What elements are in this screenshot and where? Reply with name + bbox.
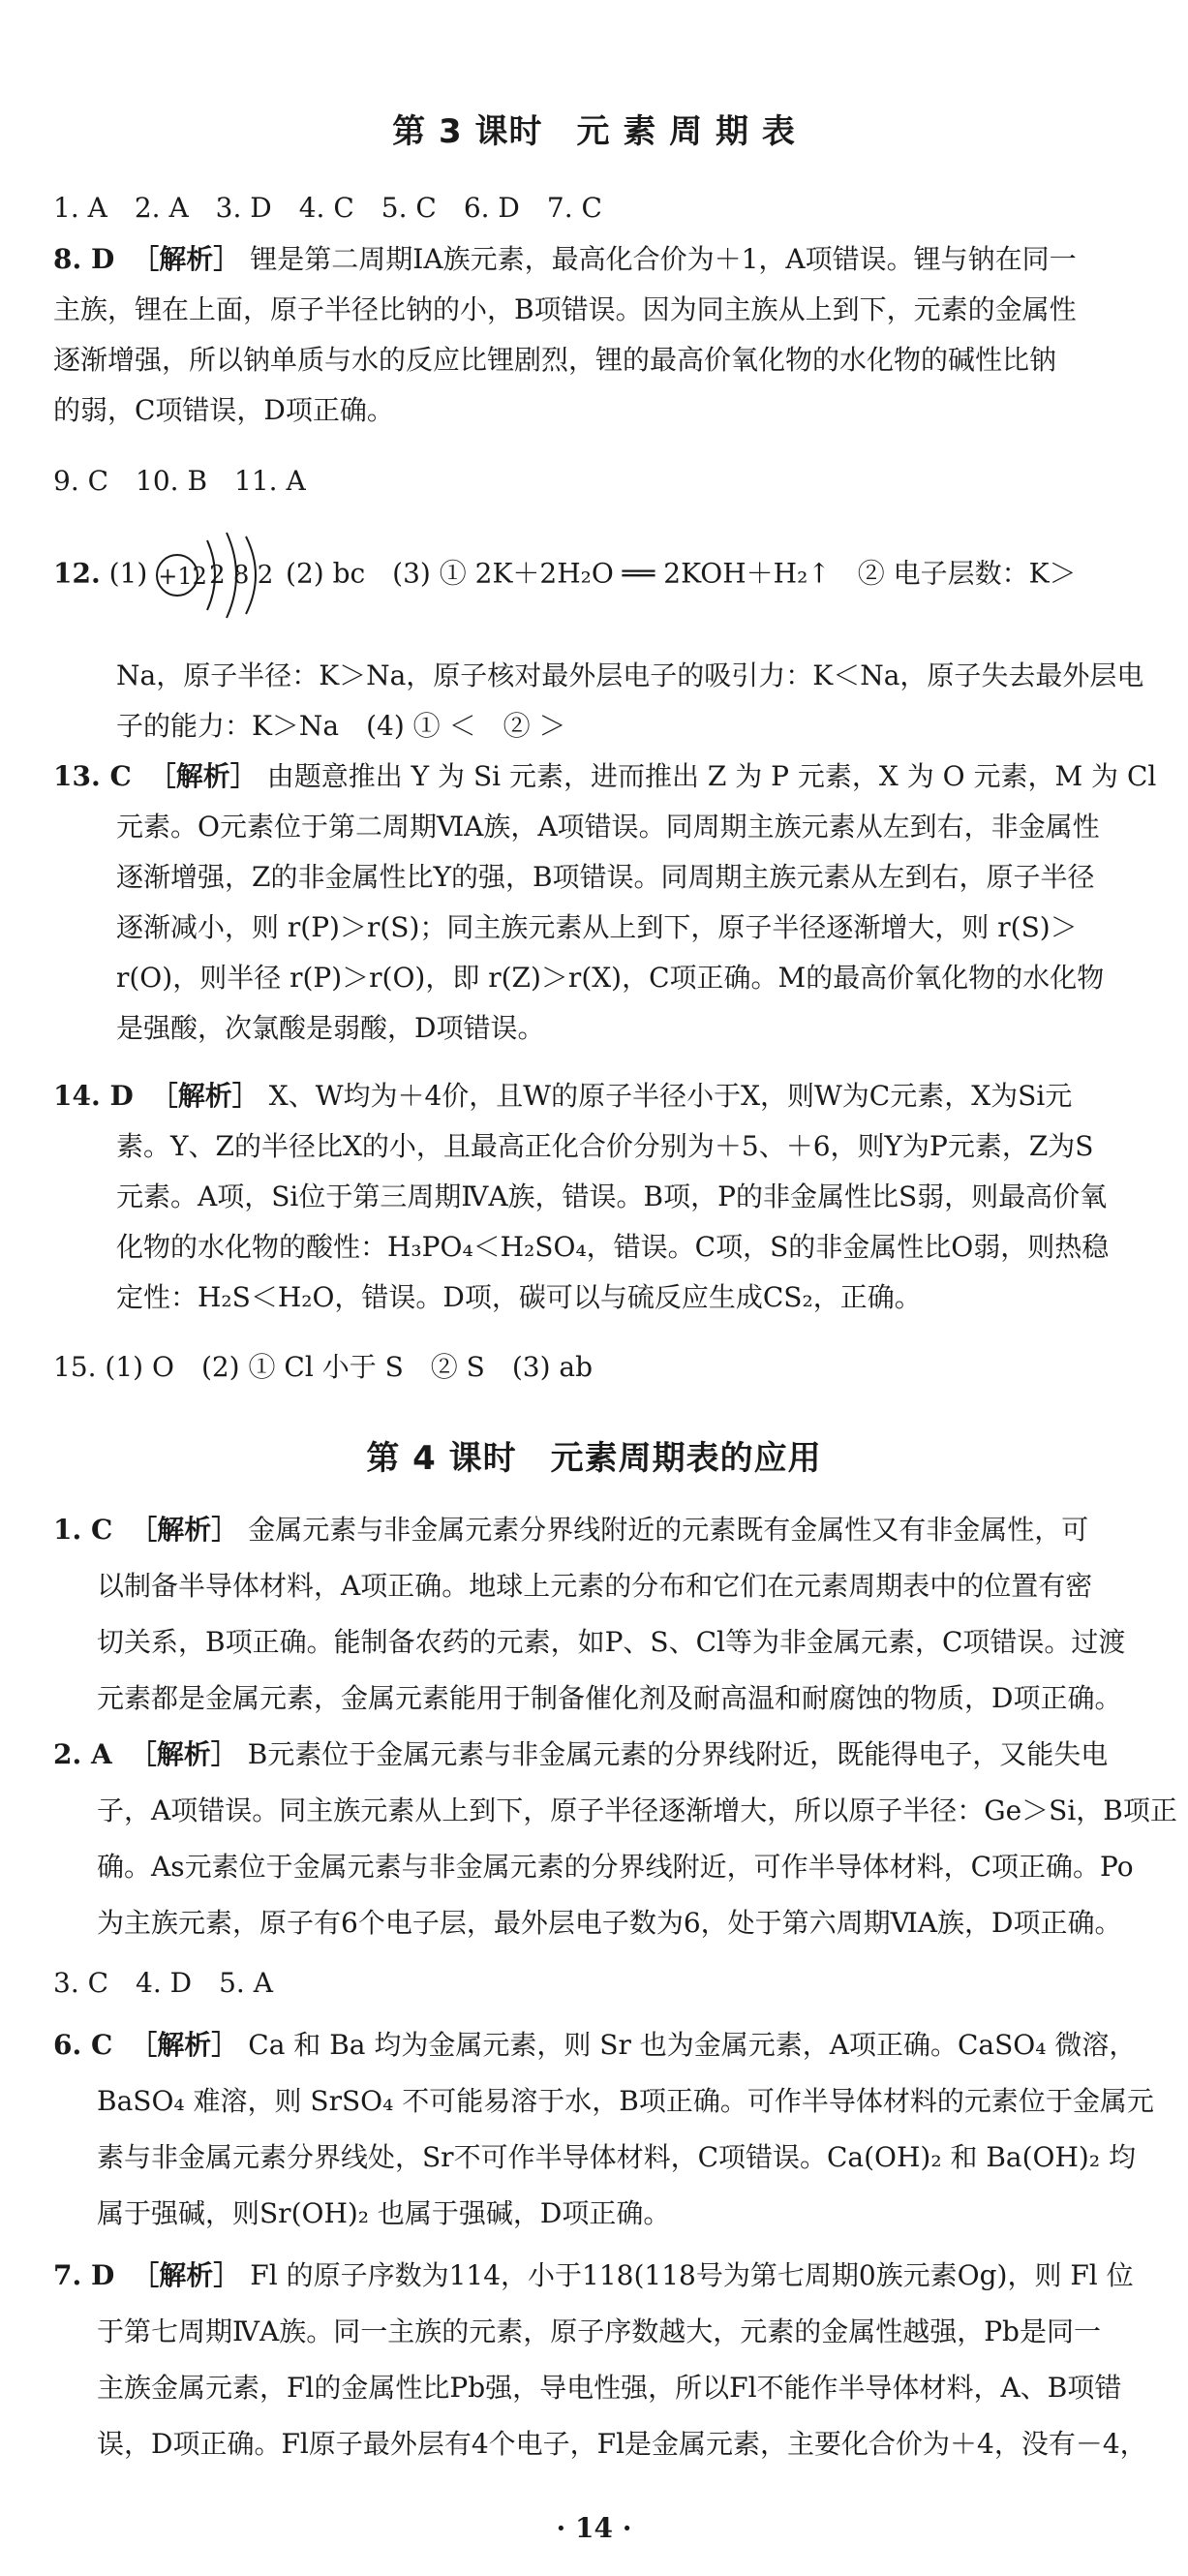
magnesium-nucleus-icon: +12 [156,554,198,597]
q14-text-1: X、W均为＋4价，且W的原子半径小于X，则W为C元素，X为Si元 [268,1080,1073,1112]
q8-analysis-tag: ［解析］ [132,243,241,275]
answers-15: 15. (1) O (2) ① Cl 小于 S ② S (3) ab [53,1351,594,1383]
s2-q6-line-2: BaSO₄ 难溶，则 SrSO₄ 不可能易溶于水，B项正确。可作半导体材料的元素位于金属元 [97,2085,1154,2117]
q14-analysis-tag: ［解析］ [150,1080,259,1112]
page-number: · 14 · [556,2512,632,2544]
s2-answers-3-5: 3. C 4. D 5. A [53,1967,273,1999]
q13-line-5: r(O)，则半径 r(P)＞r(O)，即 r(Z)＞r(X)，C项正确。M的最高价氧化物的水化物 [116,962,1105,994]
q14-line-5: 定性：H₂S＜H₂O，错误。D项，碳可以与硫反应生成CS₂，正确。 [116,1281,922,1313]
q14-line-4: 化物的水化物的酸性：H₃PO₄＜H₂SO₄，错误。C项，S的非金属性比O弱，则热稳 [116,1231,1110,1263]
q12-line-1 [53,554,1077,597]
s2-q6-analysis-tag: ［解析］ [130,2029,239,2061]
q8-label: 8. D [53,243,115,275]
s2-q1-line-4: 元素都是金属元素，金属元素能用于制备催化剂及耐高温和耐腐蚀的物质，D项正确。 [97,1682,1122,1714]
s2-q7-line-2: 于第七周期ⅣA族。同一主族的元素，原子序数越大，元素的金属性越强，Pb是同一 [97,2315,1101,2347]
q13-line-3: 逐渐增强，Z的非金属性比Y的强，B项错误。同周期主族元素从左到右，原子半径 [116,861,1095,893]
q14-label: 14. D [53,1080,134,1112]
s2-q1-line-1 [53,1511,1088,1549]
q13-line-1 [53,757,1156,796]
s2-q1-text-1: 金属元素与非金属元素分界线附近的元素既有金属性又有非金属性，可 [248,1514,1089,1546]
s2-q2-text-1: B元素位于金属元素与非金属元素的分界线附近，既能得电子，又能失电 [247,1738,1109,1770]
s2-q6-label: 6. C [53,2029,113,2061]
q8-line-1 [53,240,1077,279]
q14-line-1 [53,1077,1072,1116]
q13-line-4: 逐渐减小，则 r(P)＞r(S)；同主族元素从上到下，原子半径逐渐增大，则 r(S)＞ [116,911,1078,943]
s2-q6-line-3: 素与非金属元素分界线处，Sr不可作半导体材料，C项错误。Ca(OH)₂ 和 Ba(OH)₂ 均 [97,2141,1136,2173]
q14-line-2: 素。Y、Z的半径比X的小，且最高正化合价分别为＋5、＋6，则Y为P元素，Z为S [116,1130,1094,1162]
q8-text-1: 锂是第二周期ⅠA族元素，最高化合价为＋1，A项错误。锂与钠在同一 [250,243,1077,275]
answers-9-11: 9. C 10. B 11. A [53,465,306,497]
s2-q1-analysis-tag: ［解析］ [130,1514,239,1546]
s2-q2-line-1 [53,1735,1108,1774]
q12-line-3: 子的能力：K＞Na (4) ① ＜ ② ＞ [116,710,566,742]
q12-label: 12. [53,557,101,590]
s2-q7-label: 7. D [53,2259,115,2291]
section-title-lesson4: 第 4 课时 元素周期表的应用 [366,1439,822,1478]
electron-shells [207,556,277,595]
q12-line-2: Na，原子半径：K＞Na，原子核对最外层电子的吸引力：K＜Na，原子失去最外层电 [116,659,1144,691]
s2-q2-line-3: 确。As元素位于金属元素与非金属元素的分界线附近，可作半导体材料，C项正确。Po [97,1851,1134,1883]
s2-q1-label: 1. C [53,1514,113,1546]
s2-q7-line-3: 主族金属元素，Fl的金属性比Pb强，导电性强，所以Fl不能作半导体材料，A、B项错 [97,2372,1122,2404]
s2-q2-label: 2. A [53,1738,112,1770]
shell-electron-counts: 2 8 2 [209,561,274,590]
s2-q6-line-1 [53,2026,1136,2065]
s2-q7-analysis-tag: ［解析］ [132,2259,241,2291]
s2-q7-line-1 [53,2256,1134,2295]
s2-q7-line-4: 误，D项正确。Fl原子最外层有4个电子，Fl是金属元素，主要化合价为＋4，没有－4， [97,2428,1147,2460]
s2-q7-text-1: Fl 的原子序数为114，小于118(118号为第七周期0族元素Og)，则 Fl 位 [250,2259,1134,2291]
q8-line-3: 逐渐增强，所以钠单质与水的反应比锂剧烈，锂的最高价氧化物的水化物的碱性比钠 [53,344,1057,376]
answers-1-7: 1. A 2. A 3. D 4. C 5. C 6. D 7. C [53,192,602,224]
s2-q1-line-3: 切关系，B项正确。能制备农药的元素，如P、S、Cl等为非金属元素，C项错误。过渡 [97,1626,1126,1658]
section-title-lesson3: 第 3 课时 元 素 周 期 表 [392,112,796,151]
q13-line-2: 元素。O元素位于第二周期ⅥA族，A项错误。同周期主族元素从左到右，非金属性 [116,811,1100,843]
s2-q2-analysis-tag: ［解析］ [129,1738,238,1770]
s2-q6-text-1: Ca 和 Ba 均为金属元素，则 Sr 也为金属元素，A项正确。CaSO₄ 微溶， [248,2029,1137,2061]
q8-line-4: 的弱，C项错误，D项正确。 [53,394,394,426]
q12-part1: (1) [108,557,148,590]
s2-q1-line-2: 以制备半导体材料，A项正确。地球上元素的分布和它们在元素周期表中的位置有密 [97,1570,1093,1602]
s2-q2-line-4: 为主族元素，原子有6个电子层，最外层电子数为6，处于第六周期ⅥA族，D项正确。 [97,1907,1122,1939]
s2-q2-line-2: 子，A项错误。同主族元素从上到下，原子半径逐渐增大，所以原子半径：Ge＞Si，B项正 [97,1794,1177,1826]
q13-label: 13. C [53,760,132,792]
q12-rest: (2) bc (3) ① 2K＋2H₂O ══ 2KOH＋H₂↑ ② 电子层数：K＞ [286,557,1077,590]
q13-text-1: 由题意推出 Y 为 Si 元素，进而推出 Z 为 P 元素，X 为 O 元素，M 为 Cl [266,760,1157,792]
s2-q6-line-4: 属于强碱，则Sr(OH)₂ 也属于强碱，D项正确。 [97,2197,671,2229]
q13-line-6: 是强酸，次氯酸是弱酸，D项错误。 [116,1012,545,1044]
q13-analysis-tag: ［解析］ [148,760,258,792]
q8-line-2: 主族，锂在上面，原子半径比钠的小，B项错误。因为同主族从上到下，元素的金属性 [53,293,1077,325]
q14-line-3: 元素。A项，Si位于第三周期ⅣA族，错误。B项，P的非金属性比S弱，则最高价氧 [116,1181,1108,1212]
